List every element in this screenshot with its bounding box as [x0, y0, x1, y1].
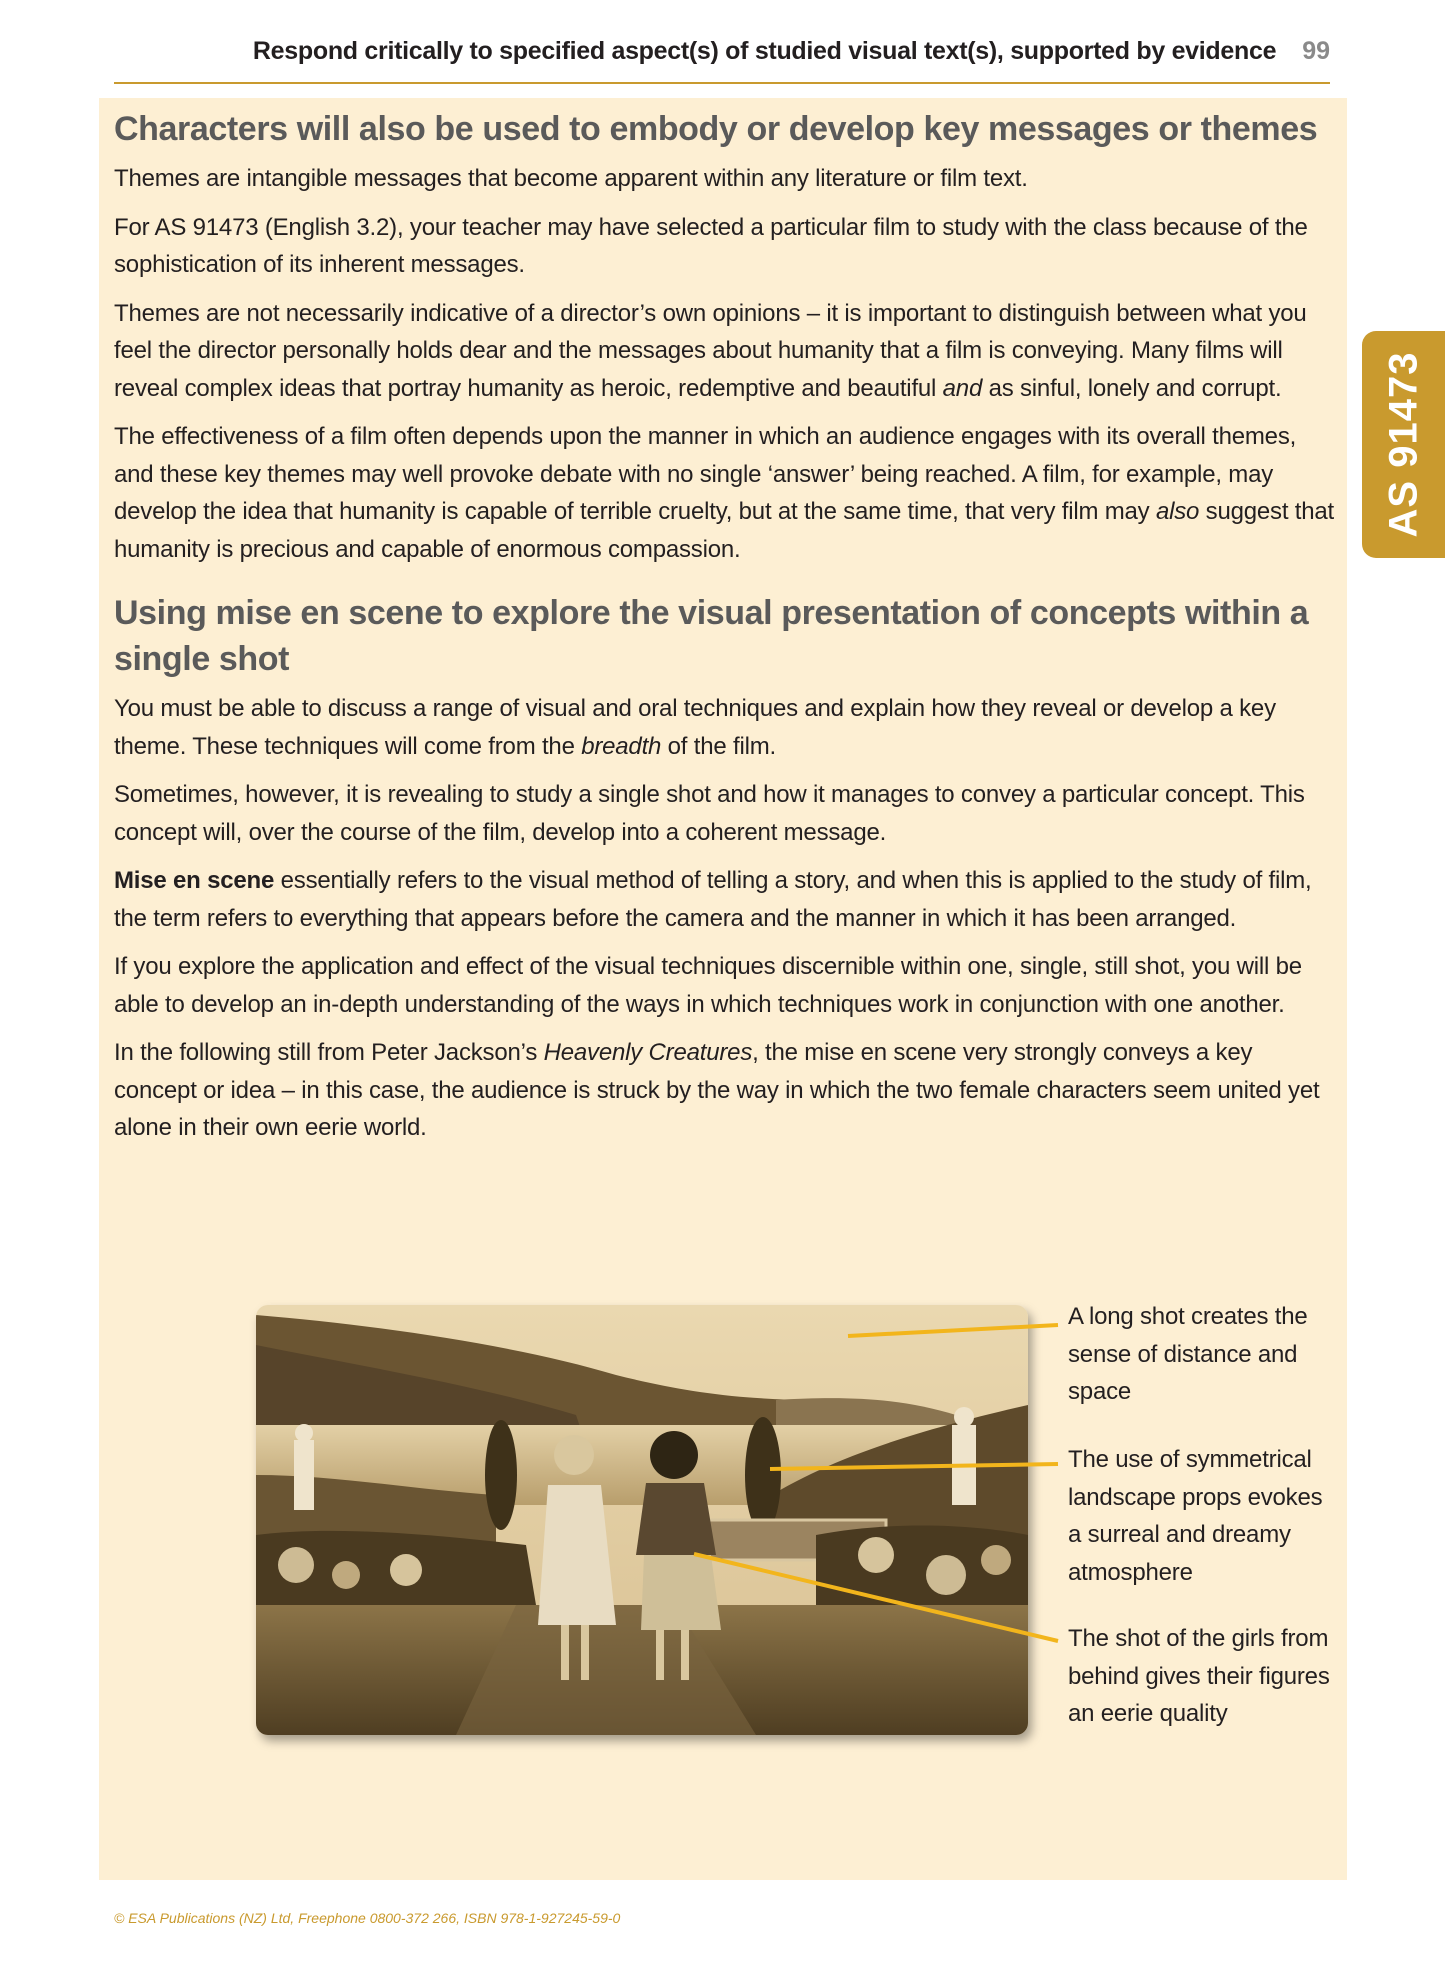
paragraph: For AS 91473 (English 3.2), your teacher may have selected a particular film to study with the class because of the sophistication of its inherent messages.: [114, 213, 1308, 278]
paragraph: [114, 1034, 1336, 1147]
text-run: suggest that humanity is precious and capable of enormous compassion.: [114, 498, 1335, 563]
paragraph: Sometimes, however, it is revealing to study a single shot and how it manages to convey a particular concept. This concept will, over the course of the film, develop into a coherent message.: [114, 781, 1305, 846]
text-run: as sinful, lonely and corrupt.: [982, 374, 1282, 402]
paragraph: [114, 862, 1336, 937]
standard-side-tab: [1362, 331, 1445, 558]
text-run: Themes are not necessarily indicative of a director’s own opinions – it is important to distinguish between what you feel the director personally holds dear and the messages about humanity that a film is conveying. Many films will reveal complex ideas that portray humanity as heroic, redemptive and beautiful: [114, 299, 1307, 402]
bold-term: Mise en scene: [114, 867, 275, 894]
page-number: 99: [1302, 37, 1330, 65]
italic-text: also: [1155, 498, 1200, 525]
text-run: , the mise en scene very strongly conveys a key concept or idea – in this case, the audience is struck by the way in which the two female characters seem united yet alone in their own eerie world.: [114, 1039, 1320, 1141]
paragraph: [114, 295, 1336, 408]
text-run: essentially refers to the visual method of telling a story, and when this is applied to the study of film, the term refers to everything that appears before the camera and the manner in which it has been arranged.: [114, 867, 1312, 932]
section-heading-mise-en-scene: Using mise en scene to explore the visual presentation of concepts within a single shot: [114, 594, 1309, 678]
copyright-footer: © ESA Publications (NZ) Ltd, Freephone 0800-372 266, ISBN 978-1-927245-59-0: [114, 1910, 621, 1926]
film-still-image: [256, 1305, 1028, 1735]
paragraph: If you explore the application and effect of the visual techniques discernible within one, single, still shot, you will be able to develop an in-depth understanding of the ways in which techniques work in conjunction with one another.: [114, 953, 1302, 1018]
text-run: You must be able to discuss a range of visual and oral techniques and explain how they reveal or develop a key theme. These techniques will come from the: [114, 695, 1276, 760]
text-run: of the film.: [661, 732, 776, 760]
page-header: [114, 30, 1330, 84]
italic-text: breadth: [581, 732, 662, 760]
main-content: [114, 106, 1336, 1158]
callout-long-shot: A long shot creates the sense of distance and space: [1068, 1303, 1308, 1405]
film-title: Heavenly Creatures: [543, 1039, 753, 1066]
italic-text: and: [942, 374, 983, 402]
running-title: Respond critically to specified aspect(s) of studied visual text(s), supported by evidence: [252, 37, 1277, 65]
callout-girls-from-behind: The shot of the girls from behind gives their figures an eerie quality: [1068, 1625, 1330, 1727]
paragraph: [114, 418, 1336, 568]
section-heading-themes: Characters will also be used to embody or develop key messages or themes: [114, 110, 1318, 148]
text-run: In the following still from Peter Jackson’s: [114, 1039, 544, 1066]
side-tab-label: AS 91473: [1381, 351, 1426, 538]
paragraph: [114, 690, 1336, 765]
text-run: The effectiveness of a film often depends upon the manner in which an audience engages with its overall themes, and these key themes may well provoke debate with no single ‘answer’ being reached. A film, for example, may develop the idea that humanity is capable of terrible cruelty, but at the same time, that very film may: [114, 423, 1297, 525]
callout-symmetrical-props: The use of symmetrical landscape props evokes a surreal and dreamy atmosphere: [1068, 1446, 1323, 1586]
paragraph: Themes are intangible messages that become apparent within any literature or film text.: [114, 165, 1028, 192]
